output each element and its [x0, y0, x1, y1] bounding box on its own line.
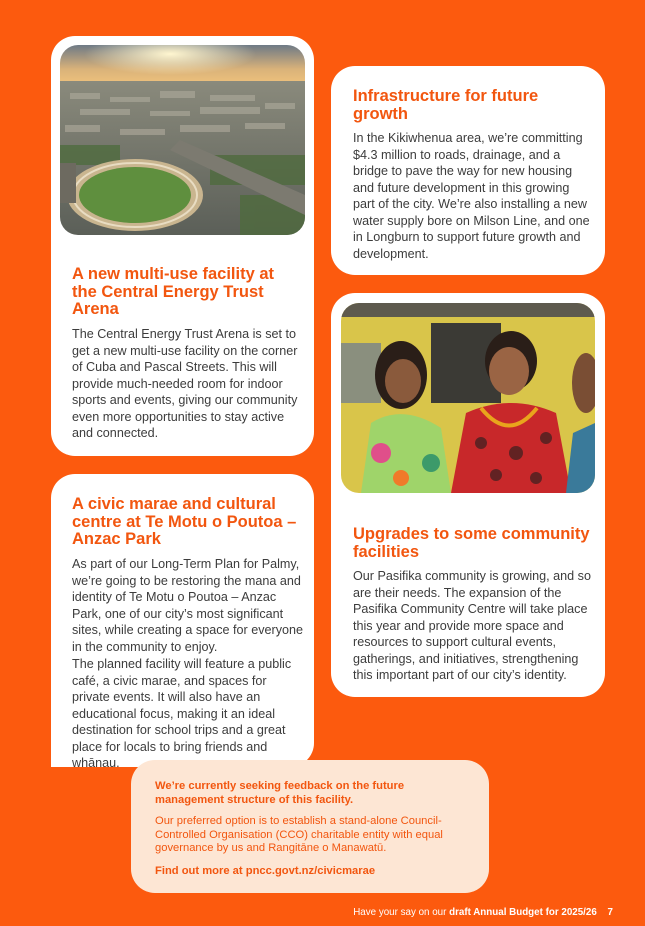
callout-lead: We’re currently seeking feedback on the future management structure of this facility. [155, 780, 405, 806]
pasifika-heading: Upgrades to some community facilities [353, 525, 590, 561]
footer-highlight: draft Annual Budget for 2025/26 [449, 907, 597, 918]
infrastructure-body-text: In the Kikiwhenua area, we’re committing $4.3 million to roads, drainage, and a bridge to pave the way for new housing and future development in this growing part of the city. We’re also installing a new water supply bore on Milson Line, and one in Longburn to support future growth and development. [353, 131, 590, 261]
pasifika-body-text: Our Pasifika community is growing, and so are their needs. The expansion of the Pasifika Community Centre will take place this year and provide more space and resources to support cultural events, gatherings, and initiatives, strengthening this important part of our city’s identity. [353, 569, 591, 682]
community-members-photo [341, 303, 595, 493]
civic-marae-body-text-2: The planned facility will feature a public café, a civic marae, and spaces for private events. It will also have an educational focus, making it an ideal destination for school trips and a great place for locals to bring friends and whānau. [72, 657, 292, 770]
community-members-image [341, 303, 595, 493]
callout-body: Our preferred option is to establish a stand-alone Council-Controlled Organisation (CCO) charitable entity with equal governance by us and Rangitāne o Manawatū. [155, 815, 443, 854]
aerial-city-photo [60, 45, 305, 235]
arena-body-text: The Central Energy Trust Arena is set to get a new multi-use facility on the corner of Cuba and Pascal Streets. This will provide much-needed room for indoor sports and events, giving our community even more opportunities to stay active and connected. [72, 327, 298, 440]
pasifika-card [331, 293, 605, 697]
callout-link[interactable]: Find out more at pncc.govt.nz/civicmarae [155, 864, 376, 877]
infrastructure-card [331, 66, 605, 275]
page-number: 7 [607, 907, 613, 918]
arena-card [51, 36, 314, 456]
civic-marae-heading: A civic marae and cultural centre at Te Motu o Poutoa – Anzac Park [72, 495, 297, 548]
infrastructure-heading: Infrastructure for future growth [353, 87, 539, 123]
aerial-city-image [60, 45, 305, 235]
page-footer [353, 907, 613, 918]
feedback-callout [131, 760, 489, 893]
arena-heading: A new multi-use facility at the Central Energy Trust Arena [72, 265, 275, 318]
civic-marae-card [51, 474, 314, 770]
civic-marae-body-text-1: As part of our Long-Term Plan for Palmy, we’re going to be restoring the mana and identity of Te Motu o Poutoa – Anzac Park, one of our city’s most significant sites, while creating a space for everyone in the community to enjoy. [72, 557, 304, 654]
footer-prefix: Have your say on our [353, 907, 447, 918]
